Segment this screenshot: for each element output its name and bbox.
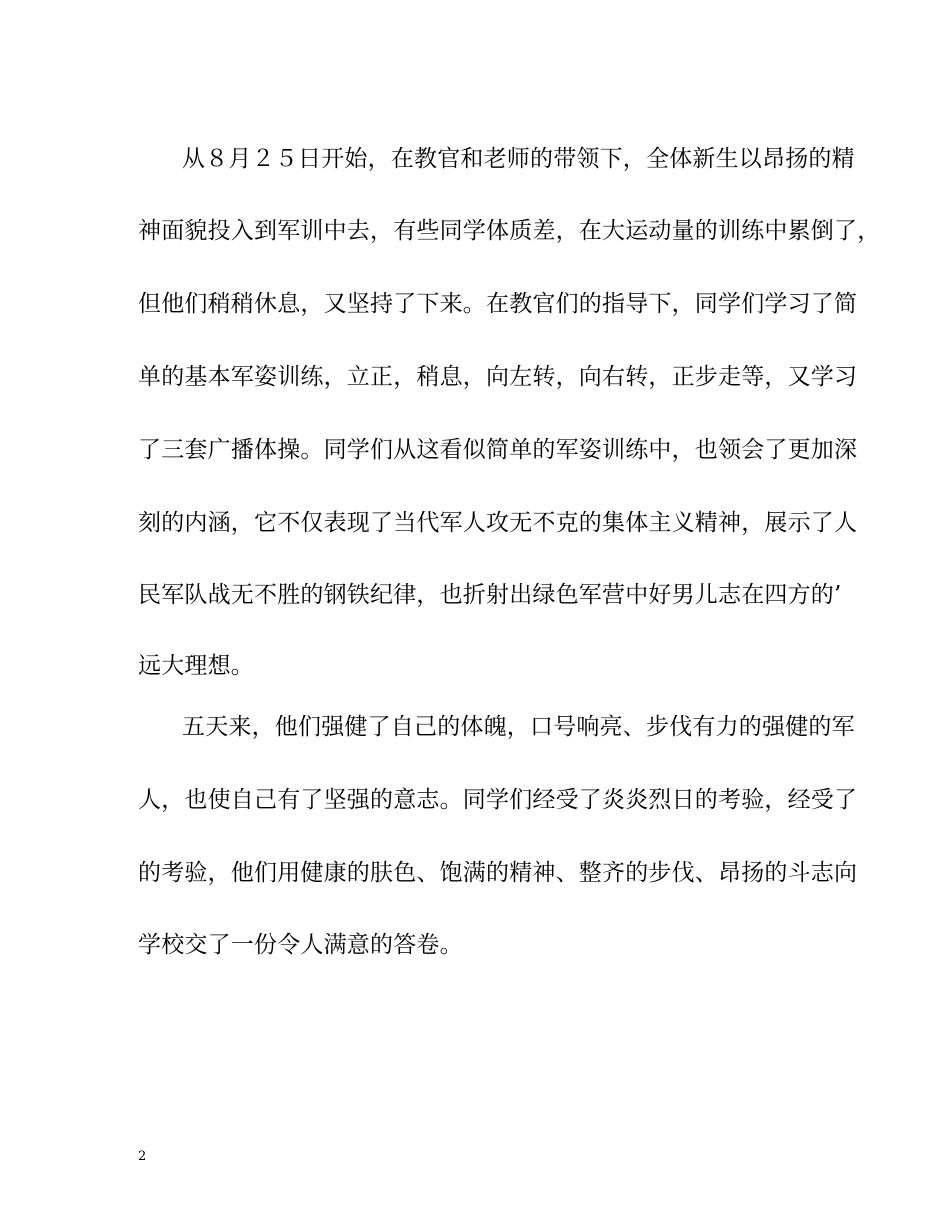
text-line: 但他们稍稍休息，又坚持了下来。在教官们的指导下，同学们学习了简	[138, 291, 858, 317]
text-line: 刻的内涵，它不仅表现了当代军人攻无不克的集体主义精神，展示了人	[138, 510, 858, 536]
text-line: 了三套广播体操。同学们从这看似简单的军姿训练中，也领会了更加深	[138, 437, 858, 463]
text-line: 学校交了一份令人满意的答卷。	[138, 932, 463, 958]
text-line: 人，也使自己有了坚强的意志。同学们经受了炎炎烈日的考验，经受了	[138, 787, 858, 813]
page-number: 2	[138, 1149, 147, 1164]
text-line: 民军队战无不胜的钢铁纪律，也折射出绿色军营中好男儿志在四方的’	[138, 582, 842, 608]
text-line: 从８月２５日开始，在教官和老师的带领下，全体新生以昂扬的精	[182, 146, 855, 172]
text-line: 五天来，他们强健了自己的体魄，口号响亮、步伐有力的强健的军	[182, 714, 855, 740]
text-line: 单的基本军姿训练，立正，稍息，向左转，向右转，正步走等，又学习	[138, 364, 858, 390]
text-line: 神面貌投入到军训中去，有些同学体质差，在大运动量的训练中累倒了，	[138, 218, 881, 244]
text-line: 远大理想。	[138, 653, 254, 679]
text-line: 的考验，他们用健康的肤色、饱满的精神、整齐的步伐、昂扬的斗志向	[138, 860, 858, 886]
